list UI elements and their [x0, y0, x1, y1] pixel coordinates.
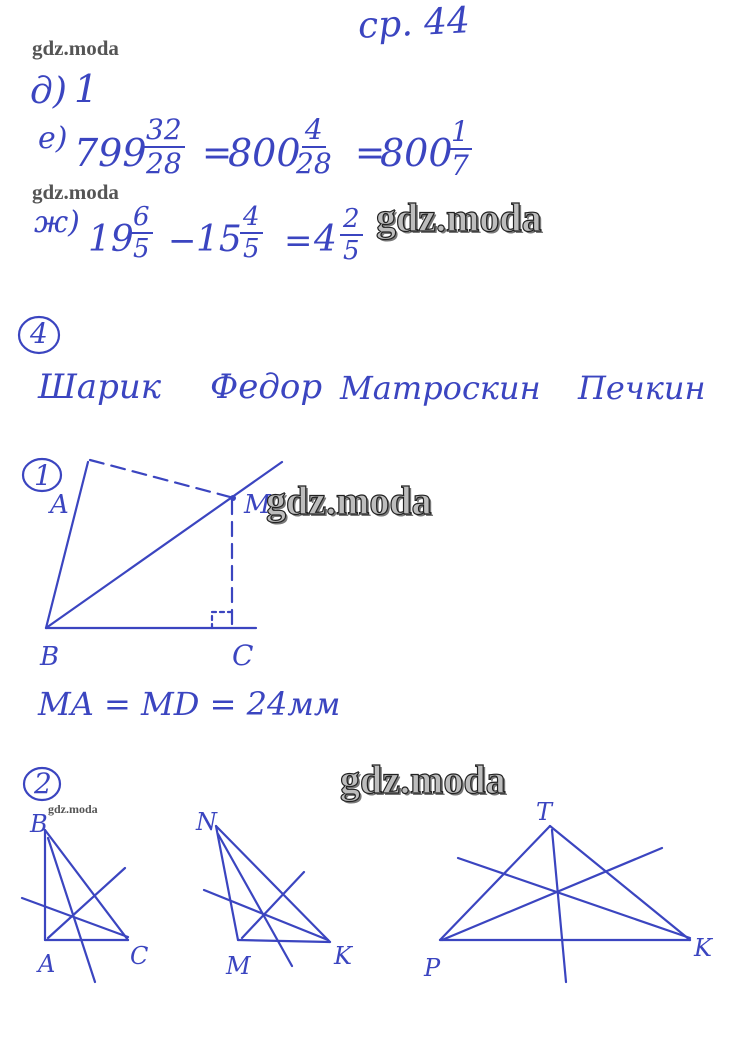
line-e-label: е): [38, 121, 68, 156]
task1-circle: [23, 459, 61, 491]
line-zh-den1: 5: [133, 234, 150, 264]
fig3-median-1: [552, 830, 566, 982]
line-zh-num3: 2: [340, 206, 363, 236]
task1-label-b: B: [40, 642, 60, 672]
task4-circle: [19, 317, 59, 353]
task2-fig1-label-c: C: [130, 942, 149, 970]
line-e-num3: 1: [448, 118, 472, 150]
line-e-eq2: =: [355, 133, 386, 174]
task1-right-angle: [212, 612, 232, 628]
task2-fig3-label-t: T: [536, 798, 553, 826]
task1-number: 1: [34, 459, 52, 492]
line-zh-label: ж): [34, 205, 80, 240]
fig1-side-bc: [45, 830, 128, 940]
fig2-bisector-3: [204, 890, 328, 940]
line-e-eq1: =: [202, 133, 233, 174]
line-zh-whole1: 19: [88, 219, 134, 260]
watermark-big-third: gdz.moda: [340, 757, 506, 802]
task2-number: 2: [34, 767, 52, 800]
watermark-tiny-bottom: gdz.moda: [48, 802, 98, 816]
task1-label-m: M: [244, 490, 271, 520]
line-zh-den3: 5: [343, 236, 360, 266]
fig3-median-2: [458, 858, 690, 938]
fig3-side-tk: [550, 826, 690, 940]
task4-name-pechkin: Печкин: [578, 369, 706, 407]
line-d-value: 1: [74, 67, 99, 111]
line-zh-whole2: 15: [196, 219, 242, 260]
fig2-side-nm: [216, 826, 238, 940]
line-e-whole1: 799: [74, 131, 147, 175]
fig2-side-nk: [216, 826, 330, 942]
line-zh-op: −: [168, 221, 197, 261]
task2-fig3-label-p: P: [424, 954, 441, 982]
task2-fig2-label-m: M: [226, 952, 251, 980]
watermark-small-second: gdz.moda: [32, 180, 119, 204]
task1-result: MA = MD = 24мм: [38, 685, 341, 723]
line-zh-num2: 4: [240, 204, 263, 234]
task1-segment-am-dashed: [90, 460, 234, 498]
line-e-num1: 32: [143, 116, 185, 148]
task2-fig3-label-k: K: [694, 934, 712, 962]
watermark-small-top: gdz.moda: [32, 36, 119, 60]
line-e-whole2: 800: [228, 131, 301, 175]
fig1-bisector-2: [48, 868, 125, 938]
task1-label-a: A: [50, 490, 69, 520]
task2-fig1-label-b: B: [30, 810, 48, 838]
watermark-big-first: gdz.moda: [376, 195, 542, 240]
task4-name-matroskin: Матроскин: [340, 369, 541, 407]
line-zh-den2: 5: [243, 234, 260, 264]
task1-point-m: [230, 495, 236, 501]
task1-label-c: C: [232, 639, 254, 672]
task4-name-sharik: Шарик: [38, 367, 162, 407]
line-e-num2: 4: [302, 116, 326, 148]
page-header: ср. 44: [356, 0, 471, 47]
fig2-side-mk: [238, 940, 330, 942]
line-zh-num1: 6: [130, 204, 153, 234]
line-e-den2: 28: [296, 147, 332, 180]
line-e-whole3: 800: [380, 131, 453, 175]
fig3-median-3: [442, 848, 662, 940]
task2-fig2-label-k: K: [334, 942, 352, 970]
task2-circle: [24, 768, 60, 800]
line-e-den1: 28: [146, 147, 182, 180]
task2-fig1-label-a: A: [38, 950, 56, 978]
line-zh-eq: =: [284, 221, 313, 261]
task2-fig2-label-n: N: [196, 808, 217, 836]
task4-number: 4: [30, 317, 48, 350]
line-zh-whole3: 4: [314, 219, 337, 260]
line-e-den3: 7: [451, 149, 469, 182]
task4-name-fedor: Федор: [210, 367, 323, 407]
line-d-label: д): [30, 71, 67, 112]
watermark-big-second: gdz.moda: [266, 478, 432, 523]
